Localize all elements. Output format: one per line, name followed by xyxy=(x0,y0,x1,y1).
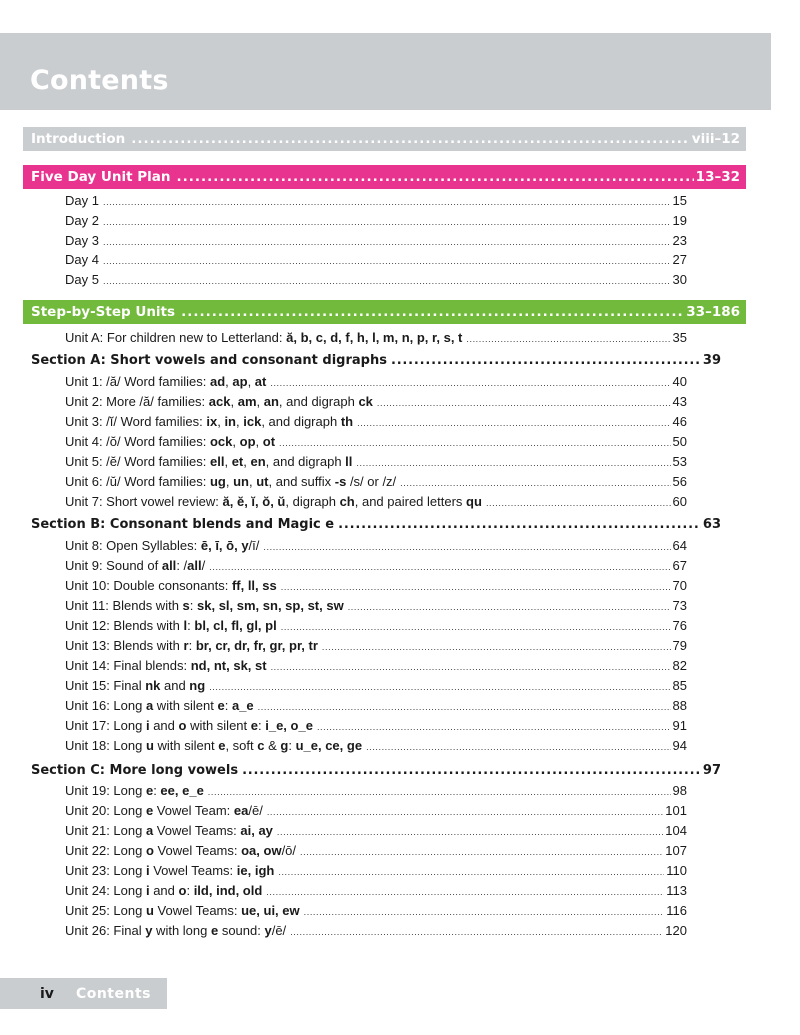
entry-page: 64 xyxy=(672,538,687,553)
dot-leader xyxy=(103,217,671,230)
entry-page: 82 xyxy=(672,658,687,673)
dot-leader xyxy=(263,542,670,555)
toc-entry-unit-26[interactable] xyxy=(65,920,687,940)
entry-page: 85 xyxy=(672,678,687,693)
page-footer-tab xyxy=(0,978,167,1009)
entry-label: Day 4 xyxy=(65,252,99,267)
entry-page: 27 xyxy=(672,252,687,267)
dot-leader xyxy=(208,787,671,800)
toc-heading-section-a[interactable] xyxy=(31,350,721,370)
toc-entry-unit-3[interactable] xyxy=(65,411,687,431)
section-label: Introduction xyxy=(31,131,126,147)
toc-entry-unit-12[interactable] xyxy=(65,615,687,635)
dot-leader xyxy=(304,907,665,920)
entry-label: Unit 5: /ĕ/ Word families: ell, et, en, and digraph ll xyxy=(65,454,353,469)
entry-label: Unit 24: Long i and o: ild, ind, old xyxy=(65,883,263,898)
entry-page: 43 xyxy=(672,394,687,409)
toc-entry-unit-10[interactable] xyxy=(65,575,687,595)
toc-entry-unit-16[interactable] xyxy=(65,695,687,715)
dot-leader xyxy=(348,602,671,615)
dot-leader xyxy=(281,622,671,635)
footer-label: Contents xyxy=(75,985,151,1002)
entry-label: Day 3 xyxy=(65,233,99,248)
dot-leader xyxy=(300,847,663,860)
toc-entry-unit-19[interactable] xyxy=(65,780,687,800)
entry-label: Day 5 xyxy=(65,272,99,287)
section-label: Step-by-Step Units xyxy=(31,304,176,320)
entry-page: 40 xyxy=(672,374,687,389)
entry-page: 110 xyxy=(666,863,687,878)
dot-leader xyxy=(279,438,671,451)
entry-page: 19 xyxy=(672,213,687,228)
dot-leader xyxy=(131,131,690,147)
entry-page: 79 xyxy=(672,638,687,653)
heading-label: Section B: Consonant blends and Magic e xyxy=(31,517,335,532)
toc-entry-unit-15[interactable] xyxy=(65,675,687,695)
toc-entry-unit-22[interactable] xyxy=(65,840,687,860)
entry-label: Unit 9: Sound of all: /all/ xyxy=(65,558,206,573)
heading-label: Section C: More long vowels xyxy=(31,763,239,778)
toc-entry-unit-25[interactable] xyxy=(65,900,687,920)
entry-page: 30 xyxy=(672,272,687,287)
section-pages: 33–186 xyxy=(686,304,740,320)
dot-leader xyxy=(177,169,694,185)
dot-leader xyxy=(270,378,670,391)
entry-label: Unit 17: Long i and o with silent e: i_e, o_e xyxy=(65,718,313,733)
toc-entry-unit-7[interactable] xyxy=(65,491,687,511)
entry-page: 88 xyxy=(672,698,687,713)
toc-entry-unit-5[interactable] xyxy=(65,451,687,471)
entry-page: 23 xyxy=(672,233,687,248)
section-label: Five Day Unit Plan xyxy=(31,169,171,185)
entry-page: 120 xyxy=(665,923,687,938)
dot-leader xyxy=(486,498,671,511)
entry-label: Unit 11: Blends with s: sk, sl, sm, sn, sp, st, sw xyxy=(65,598,344,613)
entry-label: Unit 26: Final y with long e sound: y/ē/ xyxy=(65,923,287,938)
entry-label: Unit 14: Final blends: nd, nt, sk, st xyxy=(65,658,267,673)
entry-label: Unit 21: Long a Vowel Teams: ai, ay xyxy=(65,823,273,838)
toc-entry-unit-14[interactable] xyxy=(65,655,687,675)
entry-label: Unit A: For children new to Letterland: ă, b, c, d, f, h, l, m, n, p, r, s, t xyxy=(65,330,463,345)
dot-leader xyxy=(103,256,671,269)
page-number: iv xyxy=(40,985,54,1002)
entry-page: 73 xyxy=(672,598,687,613)
entry-page: 76 xyxy=(672,618,687,633)
page-title: Contents xyxy=(30,65,169,96)
dot-leader xyxy=(322,642,671,655)
toc-entry-unit-20[interactable] xyxy=(65,800,687,820)
toc-entry-unit-8[interactable] xyxy=(65,535,687,555)
toc-entry-day-5[interactable] xyxy=(65,269,687,289)
heading-label: Section A: Short vowels and consonant digraphs xyxy=(31,353,387,368)
entry-page: 98 xyxy=(672,783,687,798)
entry-label: Unit 6: /ŭ/ Word families: ug, un, ut, and suffix -s /s/ or /z/ xyxy=(65,474,397,489)
entry-label: Unit 20: Long e Vowel Team: ea/ē/ xyxy=(65,803,263,818)
toc-section-step-by-step[interactable] xyxy=(23,300,746,324)
entry-page: 56 xyxy=(672,474,687,489)
entry-page: 101 xyxy=(665,803,687,818)
dot-leader xyxy=(357,418,670,431)
toc-entry-unit-23[interactable] xyxy=(65,860,687,880)
toc-entry-unit-2[interactable] xyxy=(65,391,687,411)
dot-leader xyxy=(281,582,671,595)
entry-label: Day 2 xyxy=(65,213,99,228)
entry-page: 46 xyxy=(672,414,687,429)
heading-page: 63 xyxy=(702,517,721,532)
entry-label: Unit 13: Blends with r: br, cr, dr, fr, gr, pr, tr xyxy=(65,638,318,653)
entry-page: 70 xyxy=(672,578,687,593)
entry-page: 113 xyxy=(666,883,687,898)
dot-leader xyxy=(356,458,670,471)
heading-page: 97 xyxy=(702,763,721,778)
dot-leader xyxy=(377,398,671,411)
dot-leader xyxy=(103,197,671,210)
entry-page: 35 xyxy=(672,330,687,345)
entry-label: Unit 8: Open Syllables: ē, ī, ō, y/ī/ xyxy=(65,538,260,553)
dot-leader xyxy=(266,887,664,900)
entry-page: 50 xyxy=(672,434,687,449)
section-pages: 13–32 xyxy=(695,169,740,185)
entry-label: Unit 16: Long a with silent e: a_e xyxy=(65,698,254,713)
entry-label: Unit 2: More /ă/ families: ack, am, an, and digraph ck xyxy=(65,394,373,409)
toc-entry-unit-11[interactable] xyxy=(65,595,687,615)
toc-entry-day-1[interactable] xyxy=(65,190,687,210)
dot-leader xyxy=(267,807,663,820)
toc-entry-unit-a[interactable] xyxy=(65,327,687,347)
dot-leader xyxy=(400,478,670,491)
dot-leader xyxy=(209,562,670,575)
entry-label: Unit 23: Long i Vowel Teams: ie, igh xyxy=(65,863,275,878)
section-pages: viii–12 xyxy=(691,131,740,147)
dot-leader xyxy=(466,334,670,347)
toc-section-introduction[interactable] xyxy=(23,127,746,151)
entry-label: Unit 1: /ă/ Word families: ad, ap, at xyxy=(65,374,267,389)
dot-leader xyxy=(317,722,671,735)
entry-label: Unit 4: /ŏ/ Word families: ock, op, ot xyxy=(65,434,276,449)
toc-entry-unit-18[interactable] xyxy=(65,735,687,755)
entry-page: 60 xyxy=(672,494,687,509)
entry-page: 91 xyxy=(672,718,687,733)
entry-page: 67 xyxy=(672,558,687,573)
toc-heading-section-b[interactable] xyxy=(31,514,721,534)
toc-entry-unit-6[interactable] xyxy=(65,471,687,491)
toc-entry-unit-1[interactable] xyxy=(65,371,687,391)
entry-page: 53 xyxy=(672,454,687,469)
entry-label: Day 1 xyxy=(65,193,99,208)
entry-label: Unit 22: Long o Vowel Teams: oa, ow/ō/ xyxy=(65,843,297,858)
toc-entry-unit-21[interactable] xyxy=(65,820,687,840)
dot-leader xyxy=(366,742,670,755)
entry-label: Unit 19: Long e: ee, e_e xyxy=(65,783,204,798)
entry-page: 104 xyxy=(665,823,687,838)
toc-entry-day-4[interactable] xyxy=(65,249,687,269)
toc-entry-unit-17[interactable] xyxy=(65,715,687,735)
dot-leader xyxy=(209,682,670,695)
toc-section-five-day-plan[interactable] xyxy=(23,165,746,189)
toc-entry-day-3[interactable] xyxy=(65,230,687,250)
dot-leader xyxy=(103,276,671,289)
entry-label: Unit 18: Long u with silent e, soft c & g: u_e, ce, ge xyxy=(65,738,363,753)
heading-page: 39 xyxy=(702,353,721,368)
toc-entry-unit-4[interactable] xyxy=(65,431,687,451)
toc-heading-section-c[interactable] xyxy=(31,760,721,780)
dot-leader xyxy=(278,867,664,880)
entry-label: Unit 12: Blends with l: bl, cl, fl, gl, pl xyxy=(65,618,277,633)
entry-page: 116 xyxy=(666,903,687,918)
dot-leader xyxy=(258,702,671,715)
entry-label: Unit 15: Final nk and ng xyxy=(65,678,206,693)
toc-entry-unit-24[interactable] xyxy=(65,880,687,900)
toc-entry-unit-9[interactable] xyxy=(65,555,687,575)
entry-page: 107 xyxy=(665,843,687,858)
dot-leader xyxy=(391,353,701,370)
entry-label: Unit 3: /ĭ/ Word families: ix, in, ick, and digraph th xyxy=(65,414,354,429)
dot-leader xyxy=(271,662,671,675)
dot-leader xyxy=(338,517,701,534)
entry-page: 15 xyxy=(672,193,687,208)
entry-label: Unit 25: Long u Vowel Teams: ue, ui, ew xyxy=(65,903,300,918)
toc-entry-day-2[interactable] xyxy=(65,210,687,230)
entry-page: 94 xyxy=(672,738,687,753)
dot-leader xyxy=(181,304,684,320)
toc-entry-unit-13[interactable] xyxy=(65,635,687,655)
title-banner xyxy=(0,33,771,110)
dot-leader xyxy=(242,763,701,780)
dot-leader xyxy=(277,827,663,840)
entry-label: Unit 7: Short vowel review: ă, ĕ, ĭ, ŏ, ŭ, digraph ch, and paired letters qu xyxy=(65,494,482,509)
dot-leader xyxy=(290,927,663,940)
entry-label: Unit 10: Double consonants: ff, ll, ss xyxy=(65,578,277,593)
